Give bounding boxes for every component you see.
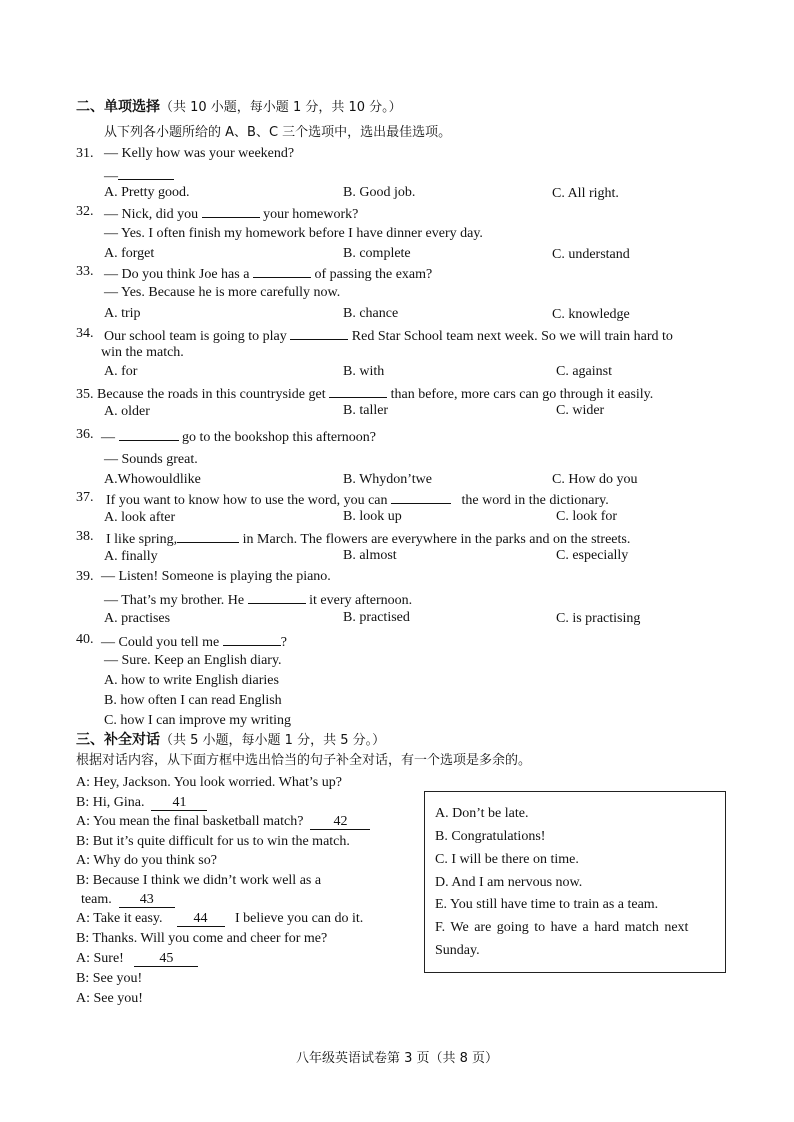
q33-option-c[interactable]: C. knowledge <box>552 307 630 322</box>
q39-response <box>104 589 412 610</box>
q40-option-c[interactable]: C. how I can improve my writing <box>104 713 292 728</box>
dialogue-line-8-tail: I believe you can do it. <box>235 911 364 926</box>
box-option-a[interactable]: A. Don’t be late. <box>435 806 529 821</box>
q36-dash: — <box>101 430 115 445</box>
q35-stem <box>76 383 653 404</box>
dialogue-line-8 <box>76 910 363 928</box>
q32-option-a[interactable]: A. forget <box>104 246 155 261</box>
dialogue-line-12: A: See you! <box>76 991 143 1006</box>
q34-option-c[interactable]: C. against <box>556 364 612 379</box>
q39-pre: — That’s my brother. He <box>104 593 245 608</box>
q37-stem <box>106 489 609 510</box>
q37-option-b[interactable]: B. look up <box>343 509 402 524</box>
dialogue-line-3-text: A: You mean the final basketball match? <box>76 814 304 829</box>
dialogue-line-9: B: Thanks. Will you come and cheer for me? <box>76 931 328 946</box>
q40-blank[interactable] <box>223 631 281 646</box>
box-option-e[interactable]: E. You still have time to train as a team. <box>435 897 659 912</box>
section2-heading <box>76 98 402 117</box>
dialogue-line-10 <box>76 950 198 968</box>
q34-post: Red Star School team next week. So we will train hard to <box>351 329 673 344</box>
q36-response: — Sounds great. <box>104 452 198 467</box>
q36-option-a[interactable]: A.Whowouldlike <box>104 472 201 487</box>
q38-option-c[interactable]: C. especially <box>556 548 629 563</box>
q40-num: 40. <box>76 632 94 647</box>
q32-stem <box>104 203 358 224</box>
q40-stem <box>101 631 287 652</box>
q34-blank[interactable] <box>290 325 348 340</box>
q31-response <box>104 165 174 186</box>
q39-num: 39. <box>76 569 94 584</box>
q33-num: 33. <box>76 264 94 279</box>
q38-option-b[interactable]: B. almost <box>343 548 397 563</box>
options-box <box>424 791 726 973</box>
section3-note: （共 5 小题，每小题 1 分，共 5 分。） <box>160 733 386 748</box>
q39-post: it every afternoon. <box>309 593 413 608</box>
q38-option-a[interactable]: A. finally <box>104 549 158 564</box>
section3-title: 三、补全对话 <box>76 732 160 748</box>
q36-blank[interactable] <box>119 426 179 441</box>
section2-note: （共 10 小题，每小题 1 分，共 10 分。） <box>160 100 402 115</box>
q31-blank[interactable] <box>118 165 174 180</box>
q34-stem <box>104 325 673 346</box>
dialogue-line-7 <box>81 891 175 909</box>
q33-option-a[interactable]: A. trip <box>104 306 141 321</box>
q31-num: 31. <box>76 146 94 161</box>
q40-option-b[interactable]: B. how often I can read English <box>104 693 282 708</box>
q33-pre: — Do you think Joe has a <box>104 267 250 282</box>
q39-blank[interactable] <box>248 589 306 604</box>
q33-stem <box>104 263 432 284</box>
q40-post: ? <box>280 635 287 650</box>
section2-instruction: 从下列各小题所给的 A、B、C 三个选项中，选出最佳选项。 <box>104 125 452 140</box>
q33-option-b[interactable]: B. chance <box>343 306 399 321</box>
q31-stem: — Kelly how was your weekend? <box>104 146 295 161</box>
q33-blank[interactable] <box>253 263 311 278</box>
q36-option-b[interactable]: B. Whydon’twe <box>343 472 432 487</box>
box-option-f[interactable]: F. We are going to have a hard match next <box>435 920 689 935</box>
q31-option-a[interactable]: A. Pretty good. <box>104 185 190 200</box>
blank-45[interactable]: 45 <box>134 950 198 967</box>
q37-num: 37. <box>76 490 94 505</box>
box-option-c[interactable]: C. I will be there on time. <box>435 852 579 867</box>
blank-42[interactable]: 42 <box>310 813 370 830</box>
box-option-f-cont: Sunday. <box>435 943 480 958</box>
q35-option-b[interactable]: B. taller <box>343 403 389 418</box>
section3-heading <box>76 731 385 750</box>
q32-blank[interactable] <box>202 203 260 218</box>
q32-num: 32. <box>76 204 94 219</box>
q35-option-c[interactable]: C. wider <box>556 403 605 418</box>
q32-option-b[interactable]: B. complete <box>343 246 411 261</box>
q40-option-a[interactable]: A. how to write English diaries <box>104 673 279 688</box>
box-option-b[interactable]: B. Congratulations! <box>435 829 546 844</box>
q38-blank[interactable] <box>177 528 239 543</box>
dialogue-line-4: B: But it’s quite difficult for us to win the match. <box>76 834 350 849</box>
blank-44[interactable]: 44 <box>177 910 225 927</box>
q38-stem <box>106 528 630 549</box>
q31-option-c[interactable]: C. All right. <box>552 186 619 201</box>
q34-num: 34. <box>76 326 94 341</box>
q34-continuation: win the match. <box>101 345 184 360</box>
q37-post: the word in the dictionary. <box>461 493 609 508</box>
q34-option-a[interactable]: A. for <box>104 364 138 379</box>
q35-option-a[interactable]: A. older <box>104 404 150 419</box>
dialogue-line-8-text: A: Take it easy. <box>76 911 163 926</box>
q37-pre: If you want to know how to use the word, you can <box>106 493 388 508</box>
q39-option-a[interactable]: A. practises <box>104 611 171 626</box>
q38-num: 38. <box>76 529 94 544</box>
dialogue-line-6: B: Because I think we didn’t work well as a <box>76 873 322 888</box>
q35-pre: 35. Because the roads in this countryside get <box>76 387 326 402</box>
q32-pre: — Nick, did you <box>104 207 199 222</box>
q37-option-c[interactable]: C. look for <box>556 509 618 524</box>
q34-option-b[interactable]: B. with <box>343 364 385 379</box>
q32-response: — Yes. I often finish my homework before I have dinner every day. <box>104 226 483 241</box>
q37-option-a[interactable]: A. look after <box>104 510 176 525</box>
q36-option-c[interactable]: C. How do you <box>552 472 638 487</box>
q35-blank[interactable] <box>329 383 387 398</box>
q33-post: of passing the exam? <box>314 267 433 282</box>
q37-blank[interactable] <box>391 489 451 504</box>
dialogue-line-2 <box>76 794 207 812</box>
dialogue-line-3 <box>76 813 370 831</box>
q35-post: than before, more cars can go through it easily. <box>390 387 654 402</box>
q32-post: your homework? <box>263 207 359 222</box>
dialogue-line-1: A: Hey, Jackson. You look worried. What’s up? <box>76 775 342 790</box>
q36-stem <box>101 426 376 447</box>
dialogue-line-7-text: team. <box>81 892 112 907</box>
dialogue-line-10-text: A: Sure! <box>76 951 124 966</box>
q36-post: go to the bookshop this afternoon? <box>182 430 377 445</box>
blank-43[interactable]: 43 <box>119 891 175 908</box>
q33-response: — Yes. Because he is more carefully now. <box>104 285 341 300</box>
dialogue-line-2-text: B: Hi, Gina. <box>76 795 145 810</box>
blank-41[interactable]: 41 <box>151 794 207 811</box>
dialogue-line-11: B: See you! <box>76 971 143 986</box>
q38-pre: I like spring, <box>106 532 178 547</box>
dialogue-line-5: A: Why do you think so? <box>76 853 217 868</box>
q34-pre: Our school team is going to play <box>104 329 287 344</box>
q39-stem: — Listen! Someone is playing the piano. <box>101 569 331 584</box>
q32-option-c[interactable]: C. understand <box>552 247 630 262</box>
page-footer: 八年级英语试卷第 3 页（共 8 页） <box>295 1051 499 1066</box>
section2-title: 二、单项选择 <box>76 99 160 115</box>
q36-num: 36. <box>76 427 94 442</box>
q40-pre: — Could you tell me <box>101 635 220 650</box>
section3-instruction: 根据对话内容，从下面方框中选出恰当的句子补全对话，有一个选项是多余的。 <box>76 753 532 768</box>
box-option-d[interactable]: D. And I am nervous now. <box>435 875 583 890</box>
q40-response: — Sure. Keep an English diary. <box>104 653 282 668</box>
q31-dash: — <box>104 169 118 184</box>
q31-option-b[interactable]: B. Good job. <box>343 185 416 200</box>
q39-option-b[interactable]: B. practised <box>343 610 410 625</box>
q38-post: in March. The flowers are everywhere in the parks and on the streets. <box>242 532 631 547</box>
q39-option-c[interactable]: C. is practising <box>556 611 641 626</box>
